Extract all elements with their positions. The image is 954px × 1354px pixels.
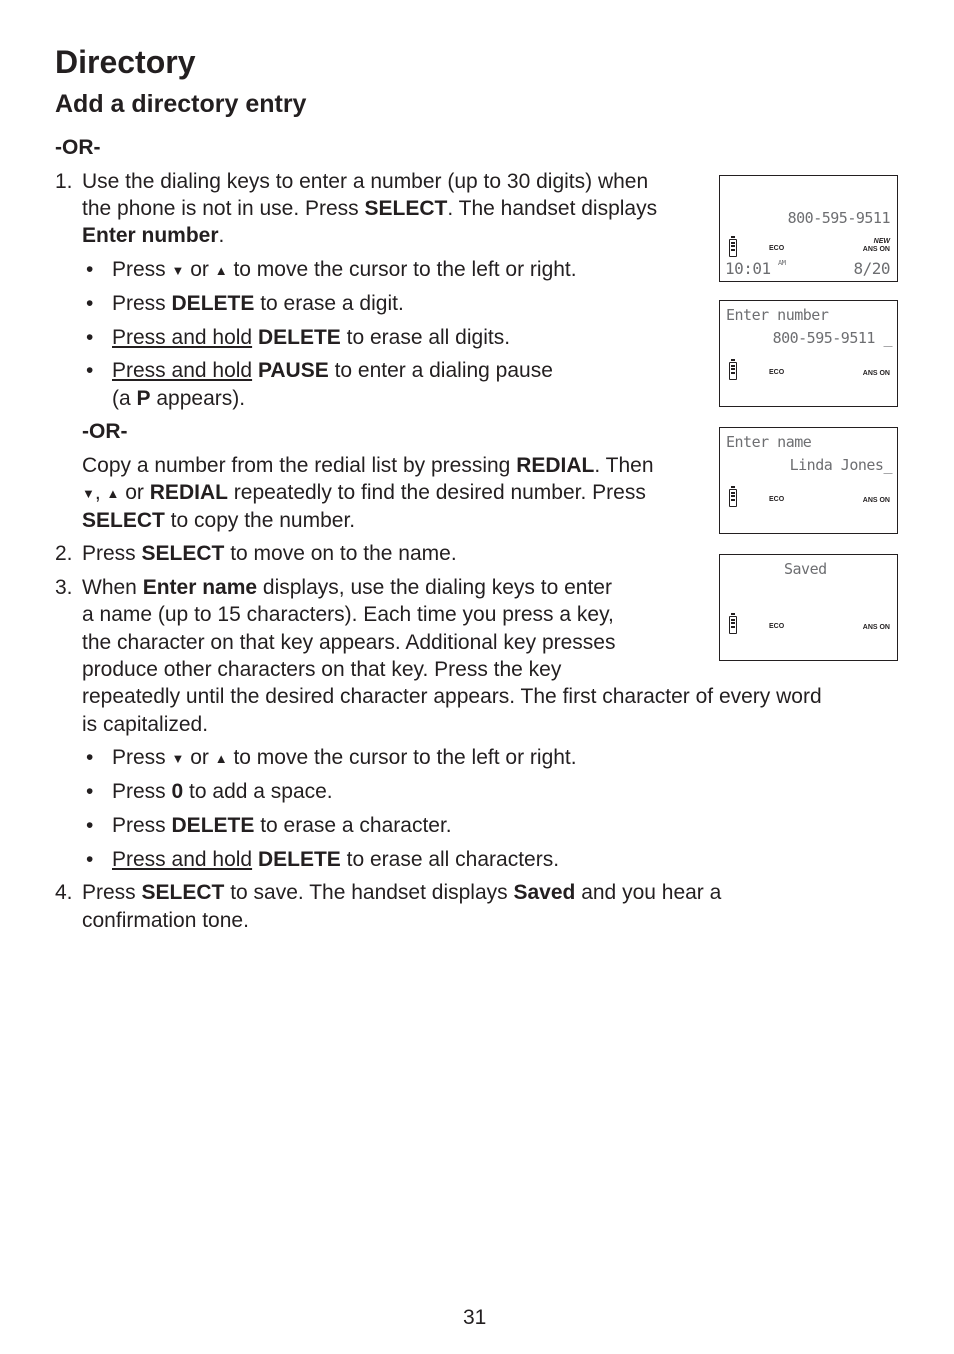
- copy-line3: SELECT to copy the number.: [82, 509, 356, 532]
- screen-line1: Saved: [784, 560, 827, 578]
- bullet-icon: •: [86, 814, 94, 837]
- step3-line6: is capitalized.: [82, 713, 209, 736]
- step1-bullet4: Press and hold PAUSE to enter a dialing pause: [112, 359, 553, 382]
- battery-icon: [729, 362, 737, 380]
- step3-line3: the character on that key appears. Additional key presses: [82, 631, 616, 654]
- step-number: 2.: [55, 542, 73, 565]
- step3-line5: repeatedly until the desired character appears. The first character of every word: [82, 685, 822, 708]
- eco-indicator: ECO: [769, 496, 785, 503]
- ans-on-indicator: ANS ON: [862, 624, 890, 631]
- down-arrow-icon: ▼: [171, 263, 185, 278]
- ans-on-indicator: ANS ON: [862, 370, 890, 377]
- ans-on-indicator: ANS ON: [862, 497, 890, 504]
- handset-screen-saved: [719, 554, 898, 661]
- step2-line1: Press SELECT to move on to the name.: [82, 542, 457, 565]
- section-heading: Add a directory entry: [55, 90, 307, 118]
- step3-line2: a name (up to 15 characters). Each time you press a key,: [82, 603, 614, 626]
- copy-line1: Copy a number from the redial list by pressing REDIAL. Then: [82, 454, 654, 477]
- step-number: 1.: [55, 170, 73, 193]
- new-indicator: NEW: [873, 238, 890, 245]
- handset-screen-enter-name: [719, 427, 898, 534]
- copy-line2: ▼, ▲ or REDIAL repeatedly to find the desired number. Press: [82, 481, 646, 504]
- battery-icon: [729, 489, 737, 507]
- screen-line2: Linda Jones_: [789, 456, 892, 474]
- page-title: Directory: [55, 44, 196, 80]
- bullet-icon: •: [86, 258, 94, 281]
- battery-icon: [729, 616, 737, 634]
- screen-line2: 800-595-9511 _: [772, 329, 892, 347]
- down-arrow-icon: ▼: [171, 751, 185, 766]
- step1-line3: Enter number.: [82, 224, 225, 247]
- down-arrow-icon: ▼: [82, 486, 95, 501]
- screen-date: 8/20: [853, 259, 890, 278]
- bullet-icon: •: [86, 780, 94, 803]
- step1-bullet3: Press and hold DELETE to erase all digits.: [112, 326, 511, 349]
- eco-indicator: ECO: [769, 369, 785, 376]
- step1-line1: Use the dialing keys to enter a number (up to 30 digits) when: [82, 170, 649, 193]
- handset-screen-enter-number: [719, 300, 898, 407]
- bullet-icon: •: [86, 326, 94, 349]
- battery-icon: [729, 239, 737, 257]
- step1-bullet2: Press DELETE to erase a digit.: [112, 292, 404, 315]
- eco-indicator: ECO: [769, 623, 785, 630]
- screen-number: 800-595-9511: [787, 209, 890, 227]
- up-arrow-icon: ▲: [214, 751, 228, 766]
- bullet-icon: •: [86, 359, 94, 382]
- step-number: 3.: [55, 576, 73, 599]
- bullet-icon: •: [86, 746, 94, 769]
- step3-line4: produce other characters on that key. Press the key: [82, 658, 562, 681]
- step3-line1: When Enter name displays, use the dialing keys to enter: [82, 576, 612, 599]
- ans-on-indicator: ANS ON: [862, 246, 890, 253]
- screen-line1: Enter number: [726, 306, 829, 324]
- step1-line2: the phone is not in use. Press SELECT. The handset displays: [82, 197, 658, 220]
- step3-bullet1: Press ▼ or ▲ to move the cursor to the left or right.: [112, 746, 577, 769]
- or-label: -OR-: [82, 420, 128, 443]
- bullet-icon: •: [86, 848, 94, 871]
- screen-ampm: AM: [778, 259, 786, 267]
- step-number: 4.: [55, 881, 73, 904]
- or-label: -OR-: [55, 136, 101, 159]
- bullet-icon: •: [86, 292, 94, 315]
- screen-time: 10:01: [725, 259, 771, 278]
- step4-line2: confirmation tone.: [82, 909, 249, 932]
- step1-bullet1: Press ▼ or ▲ to move the cursor to the left or right.: [112, 258, 577, 281]
- screen-line1: Enter name: [726, 433, 812, 451]
- step3-bullet4: Press and hold DELETE to erase all characters.: [112, 848, 560, 871]
- step4-line1: Press SELECT to save. The handset displays Saved and you hear a: [82, 881, 722, 904]
- up-arrow-icon: ▲: [106, 486, 120, 501]
- step1-bullet4-cont: (a P appears).: [112, 387, 246, 410]
- step3-bullet3: Press DELETE to erase a character.: [112, 814, 452, 837]
- page-number: 31: [463, 1306, 487, 1329]
- handset-screen-idle: [719, 175, 898, 282]
- up-arrow-icon: ▲: [214, 263, 228, 278]
- step3-bullet2: Press 0 to add a space.: [112, 780, 333, 803]
- eco-indicator: ECO: [769, 245, 785, 252]
